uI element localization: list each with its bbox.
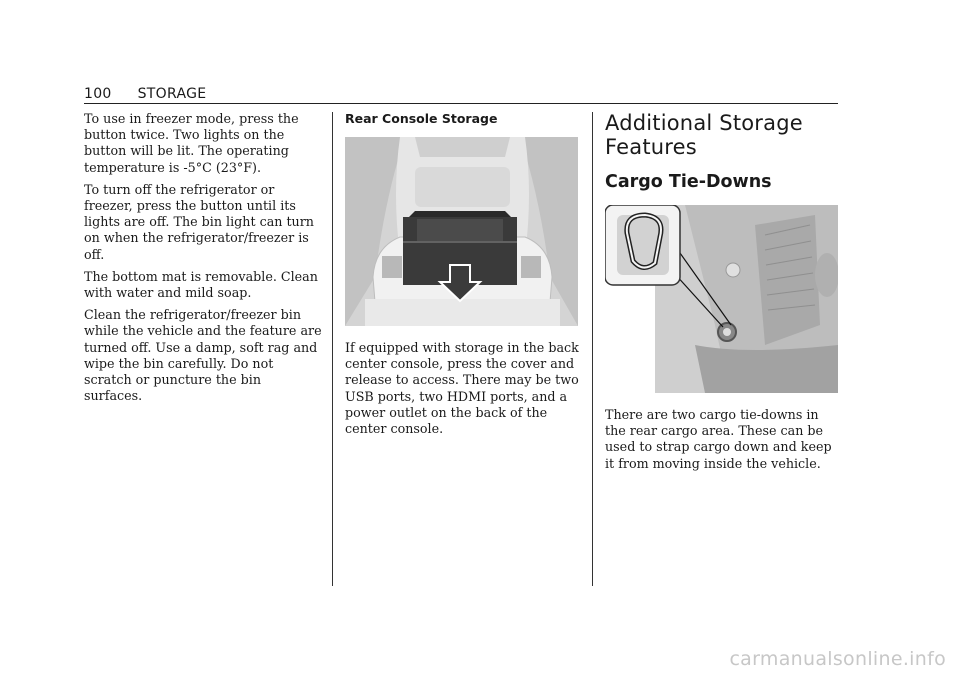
paragraph-freezer-mode: To use in freezer mode, press the button twice. Two lights on the button will be lit. The operating temperature is -5°C (23°F). bbox=[84, 111, 299, 175]
paragraph-bottom-mat: The bottom mat is removable. Clean with water and mild soap. bbox=[84, 268, 318, 301]
cargo-tie-down-illustration bbox=[605, 205, 838, 393]
header-rule bbox=[84, 103, 838, 104]
page-header bbox=[84, 83, 838, 103]
cargo-tie-downs-heading: Cargo Tie-Downs bbox=[605, 172, 772, 192]
column-1 bbox=[84, 111, 322, 410]
column-divider-left bbox=[332, 112, 333, 586]
rear-console-paragraph: If equipped with storage in the back center console, press the cover and release to access. There may be two USB ports, two HDMI ports, and a power outlet on the back of the center console. bbox=[345, 340, 579, 437]
cargo-tie-down-figure bbox=[605, 205, 841, 393]
column-2 bbox=[345, 111, 581, 443]
paragraph-turn-off: To turn off the refrigerator or freezer, press the button until its lights are off. The bin light can turn on when the refrigerator/freezer is off. bbox=[84, 181, 314, 262]
page-number: 100 bbox=[84, 86, 112, 102]
additional-storage-heading: Additional Storage Features bbox=[605, 111, 803, 159]
watermark: carmanualsonline.info bbox=[729, 648, 946, 670]
rear-console-figure bbox=[345, 137, 581, 326]
column-divider-right bbox=[592, 112, 593, 586]
paragraph-cleaning: Clean the refrigerator/freezer bin while the vehicle and the feature are turned off. Use a damp, soft rag and wipe the bin carefully. Do not scratch or puncture the bin surfaces. bbox=[84, 307, 322, 404]
cargo-tie-downs-paragraph: There are two cargo tie-downs in the rear cargo area. These can be used to strap cargo down and keep it from moving inside the vehicle. bbox=[605, 407, 832, 471]
section-title: STORAGE bbox=[137, 86, 207, 102]
column-3 bbox=[605, 111, 841, 478]
rear-console-illustration bbox=[345, 137, 578, 326]
rear-console-storage-heading: Rear Console Storage bbox=[345, 111, 498, 126]
